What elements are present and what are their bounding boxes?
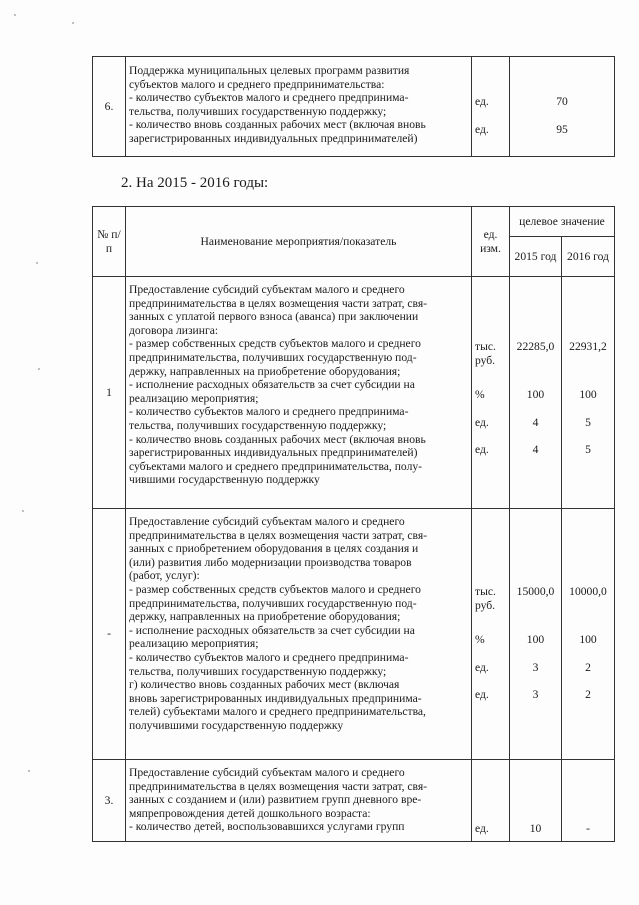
row-text — [126, 760, 472, 842]
text-line: тельства, получивших государственную поддержку; — [129, 418, 387, 432]
row-2016 — [562, 277, 615, 509]
row-2015 — [510, 277, 562, 509]
table-row — [93, 760, 615, 842]
text-line: зарегистрированных индивидуальных предпринимателей) — [129, 446, 418, 460]
text-line: тельства, получивших государственную поддержку; — [129, 664, 387, 678]
text-line: - количество субъектов малого и среднего предпринима- — [129, 405, 409, 419]
row-units — [472, 509, 510, 760]
scan-speck — [22, 510, 24, 512]
row-num: 3. — [93, 760, 126, 842]
header-target: целевое значение — [510, 207, 615, 237]
text-line: получившими государственную поддержку — [129, 718, 344, 732]
text-line: субъектами малого и среднего предпринимательства, полу- — [129, 459, 423, 473]
cell-value: 22931,2 — [569, 340, 607, 353]
row-2016 — [562, 760, 615, 842]
header-2016: 2016 год — [562, 237, 615, 277]
text-line: зарегистрированных индивидуальных предпринимателей) — [129, 131, 418, 145]
cell-value: 4 — [532, 443, 539, 456]
text-line: занных с приобретением оборудования в целях создания и — [129, 542, 419, 556]
text-line: Предоставление субсидий субъектам малого и среднего — [129, 283, 405, 296]
text-line: - исполнение расходных обязательств за счет субсидии на — [129, 378, 415, 392]
cell-value: 5 — [585, 443, 591, 456]
cell-value: 3 — [532, 688, 539, 701]
header-num: № п/п — [93, 207, 126, 277]
text-line: занных с созданием и (или) развитием групп дневного вре- — [129, 793, 422, 807]
row-2016 — [562, 509, 615, 760]
scan-speck — [14, 14, 16, 16]
table-row — [93, 277, 615, 509]
row-units — [472, 760, 510, 842]
header-unit: ед. изм. — [472, 207, 510, 277]
text-line: предпринимательства в целях возмещения части затрат, свя- — [129, 528, 428, 542]
cell-value: 100 — [526, 633, 545, 646]
cell-value: 15000,0 — [516, 585, 555, 598]
cell-value: 2 — [585, 688, 591, 701]
text-line: - количество вновь созданных рабочих мест (включая вновь — [129, 432, 426, 446]
text-line: телей) субъектами малого и среднего предпринимательства, — [129, 705, 426, 719]
unit-value: ед. — [475, 416, 489, 429]
row-units — [472, 277, 510, 509]
unit-value: тыс. руб. — [475, 340, 496, 367]
text-line: - размер собственных средств субъектов малого и среднего — [129, 582, 421, 596]
text-line: - количество детей, воспользовавшихся услугами групп — [129, 820, 405, 834]
cell-value: 100 — [526, 388, 545, 401]
row-num: - — [93, 509, 126, 760]
top-table — [92, 56, 615, 157]
text-line: тельства, получивших государственную поддержку; — [129, 104, 387, 118]
unit-value: ед. — [475, 822, 489, 835]
text-line: Поддержка муниципальных целевых программ развития — [129, 64, 410, 77]
cell-value: 4 — [532, 416, 539, 429]
main-table — [92, 206, 615, 842]
table-row — [93, 509, 615, 760]
unit-value: ед. — [475, 661, 489, 674]
row-num: 1 — [93, 277, 126, 509]
unit-value: ед. — [475, 688, 489, 701]
text-line: реализацию мероприятия; — [129, 637, 259, 651]
scan-speck — [72, 22, 74, 24]
scan-speck — [38, 368, 40, 370]
text-line: вновь зарегистрированных индивидуальных предпринима- — [129, 691, 422, 705]
unit-value: тыс. руб. — [475, 585, 496, 612]
header-name: Наименование мероприятия/показатель — [126, 207, 472, 277]
text-line: г) количество вновь созданных рабочих мест (включая — [129, 678, 400, 692]
cell-value: - — [586, 822, 590, 835]
unit-value: % — [475, 388, 485, 401]
cell-value: 22285,0 — [516, 340, 555, 353]
text-line: (или) развития либо модернизации производства товаров — [129, 555, 412, 569]
text-line: - размер собственных средств субъектов малого и среднего — [129, 337, 421, 351]
row-num: 6. — [93, 57, 126, 157]
top-row-text — [126, 57, 472, 157]
row-2015 — [510, 509, 562, 760]
text-line: - количество субъектов малого и среднего предпринима- — [129, 650, 409, 664]
section-heading: 2. На 2015 - 2016 годы: — [121, 175, 269, 191]
text-line: чившими государственную поддержку — [129, 473, 320, 487]
unit-value: % — [475, 633, 485, 646]
unit-value: ед. — [475, 95, 489, 108]
cell-value: 3 — [532, 661, 539, 674]
top-row-units — [472, 57, 510, 157]
unit-value: ед. — [475, 123, 489, 136]
text-line: реализацию мероприятия; — [129, 391, 259, 405]
text-line: держку, направленных на приобретение оборудования; — [129, 364, 401, 378]
row-text — [126, 277, 472, 509]
header-2015: 2015 год — [510, 237, 562, 277]
text-line: занных с уплатой первого взноса (аванса) при заключении — [129, 310, 419, 324]
text-line: мяпрепровождения детей дошкольного возраста: — [129, 806, 371, 820]
row-2015 — [510, 760, 562, 842]
cell-value: 10 — [529, 822, 542, 835]
text-line: - количество субъектов малого и среднего предпринима- — [129, 91, 409, 105]
scan-speck — [36, 262, 38, 264]
cell-value: 70 — [556, 95, 568, 108]
cell-value: 95 — [556, 123, 568, 136]
text-line: - исполнение расходных обязательств за счет субсидии на — [129, 623, 415, 637]
top-row-values — [510, 57, 615, 157]
text-line: Предоставление субсидий субъектам малого и среднего — [129, 766, 405, 779]
cell-value: 100 — [579, 633, 597, 646]
text-line: субъектов малого и среднего предпринимательства: — [129, 77, 385, 91]
text-line: предпринимательства, получивших государственную под- — [129, 596, 417, 610]
text-line: договора лизинга: — [129, 323, 219, 337]
text-line: предпринимательства, получивших государственную под- — [129, 350, 417, 364]
cell-value: 2 — [585, 661, 591, 674]
unit-value: ед. — [475, 443, 489, 456]
text-line: - количество вновь созданных рабочих мест (включая вновь — [129, 118, 426, 132]
cell-value: 10000,0 — [569, 585, 607, 598]
text-line: (работ, услуг): — [129, 569, 200, 583]
cell-value: 100 — [579, 388, 597, 401]
row-text — [126, 509, 472, 760]
text-line: Предоставление субсидий субъектам малого и среднего — [129, 515, 405, 528]
cell-value: 5 — [585, 416, 591, 429]
text-line: предпринимательства в целях возмещения части затрат, свя- — [129, 779, 428, 793]
text-line: держку, направленных на приобретение оборудования; — [129, 610, 401, 624]
text-line: предпринимательства в целях возмещения части затрат, свя- — [129, 296, 428, 310]
scan-speck — [28, 770, 30, 772]
